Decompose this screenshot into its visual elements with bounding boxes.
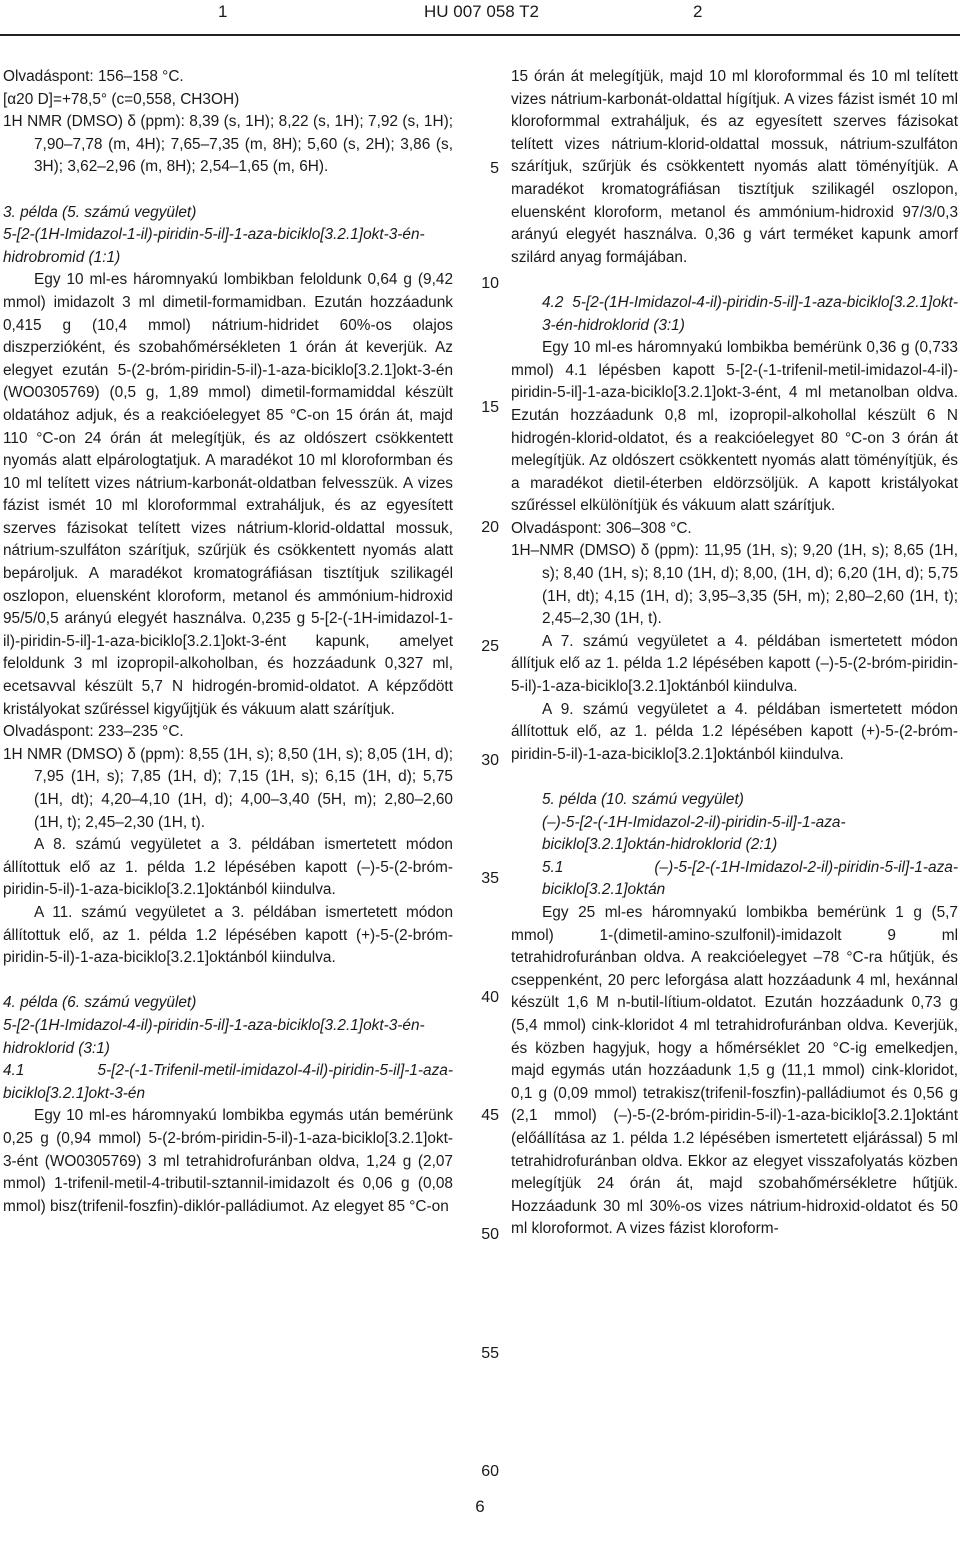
line-number: 10 (481, 275, 499, 292)
step-4-1-procedure: Egy 10 ml-es háromnyakú lombikba egymás után bemérünk 0,25 g (0,94 mmol) 5-(2-bróm-piridin-5-il)-1-aza-biciklo[3.2.1]okt-3-ént (WO0305769) 3 ml tetrahidrofuránban oldva, 1,24 g (2,07 mmol) 1-trifenil-metil-4-tributil-sztannil-imidazolt és 0,06 g (0,08 mmol) bisz(trifenil-foszfin)-diklór-palládiumot. Az elegyet 85 °C-on (3, 1107, 453, 1215)
step-5-1-heading: 5.1 (–)-5-[2-(-1H-Imidazol-2-il)-piridin-5-il]-1-aza-biciklo[3.2.1]oktán (542, 858, 958, 899)
line-number: 35 (481, 870, 499, 887)
step-4-2-procedure: Egy 10 ml-es háromnyakú lombikba bemérünk 0,36 g (0,733 mmol) 4.1 lépésben kapott 5-[2-(-1-trifenil-metil-imidazol-4-il)-piridin-5-il]-1-aza-biciklo[3.2.1]okt-3-ént, 4 ml metanolban oldva. Ezután hozzáadunk 0,8 ml, izopropil-alkohollal készült 6 N hidrogén-klorid-oldatot, és a reakcióelegyet 80 °C-on 3 órán át melegítjük. Az oldószert csökkentett nyomás alatt töményítjük, és a maradékot dietil-éterben eldörzsöljük. A kapott kristályokat szűréssel elkülönítjük és vákuum alatt szárítjuk. (511, 339, 958, 515)
line-number: 5 (490, 160, 499, 177)
line-number: 45 (481, 1107, 499, 1124)
header-patent-number: HU 007 058 T2 (424, 2, 539, 21)
compound-8-note: A 8. számú vegyületet a 3. példában ismertetett módon állítottuk elő az 1. példa 1.2 lépésében kapott (–)-5-(2-bróm-piridin-5-il)-1-aza-biciklo[3.2.1]oktánból kiindulva. (3, 836, 453, 899)
melting-point-3: Olvadáspont: 306–308 °C. (511, 519, 692, 537)
example-5-heading: 5. példa (10. számú vegyület) (542, 791, 744, 808)
nmr-data-2: 1H NMR (DMSO) δ (ppm): 8,55 (1H, s); 8,50 (1H, s); 8,05 (1H, d); 7,95 (1H, s); 7,85 (1H, d); 7,15 (1H, s); 6,15 (1H, d); 5,75 (1H, dt); 4,20–4,10 (1H, d); 4,00–3,40 (5H, m); 2,80–2,60 (1H, t); 2,45–2,30 (1H, t). (3, 745, 453, 831)
footer-page-number: 6 (475, 1497, 485, 1516)
example-4-compound-name: 5-[2-(1H-Imidazol-4-il)-piridin-5-il]-1-aza-biciklo[3.2.1]okt-3-én-hidroklorid (3:1) (3, 1016, 425, 1057)
left-column (3, 66, 453, 1218)
line-number: 30 (481, 752, 499, 769)
melting-point-2: Olvadáspont: 233–235 °C. (3, 723, 184, 741)
melting-point-1: Olvadáspont: 156–158 °C. (3, 68, 184, 85)
optical-rotation: [α20 D]=+78,5° (c=0,558, CH3OH) (3, 90, 240, 108)
page-footer (0, 1497, 960, 1517)
step-5-1-procedure: Egy 25 ml-es háromnyakú lombikba bemérünk 1 g (5,7 mmol) 1-(dimetil-amino-szulfonil)-imidazolt 9 ml tetrahidrofuránban oldva. A reakcióelegyet –78 °C-ra hűtjük, és cseppenként, 20 perc leforgása alatt hozzáadunk 4 ml, hexánnal készült 1,6 M n-butil-lítium-oldatot. Ezután hozzáadunk 0,73 g (5,4 mmol) cink-kloridot 4 ml tetrahidrofuránban oldva. Keverjük, és közben hagyjuk, hogy a hőmérséklet 20 °C-ig emelkedjen, majd egymás után hozzáadunk 1,5 g (11,1 mmol) cink-kloridot, 0,1 g (0,09 mmol) tetrakisz(trifenil-foszfin)-palládiumot és 0,56 g (2,1 mmol) (–)-5-(2-bróm-piridin-5-il)-1-aza-biciklo[3.2.1]oktánt (előállítása az 1. példa 1.2 lépésében ismertetett eljárással) 5 ml tetrahidrofuránban oldva. Ekkor az elegyet visszafolyatás közben melegítjük 24 órán át, majd szobahőmérsékletre hűtjük. Hozzáadunk 30 ml 30%-os vizes nátrium-hidroxid-oldatot és 50 ml kloroformot. A vizes fázist kloroform- (511, 903, 958, 1238)
step-4-1-heading: 4.1 5-[2-(-1-Trifenil-metil-imidazol-4-il)-piridin-5-il]-1-aza-biciklo[3.2.1]okt-3-én (3, 1062, 453, 1102)
spacer (3, 179, 453, 202)
step-4-1-continuation: 15 órán át melegítjük, majd 10 ml kloroformmal és 10 ml telített vizes nátrium-karbonát-oldattal hígítjuk. A vizes fázist ismét 10 ml kloroformmal extraháljuk, és az egyesített szerves fázisokat telített vizes nátrium-klorid-oldattal mossuk, nátrium-szulfáton szárítjuk, szűrjük és csökkentett nyomás alatt töményítjük. A maradékot kromatográfiásan tisztítjuk szilikagél oszlopon, eluensként kloroform, metanol és ammónium-hidroxid 97/3/0,3 arányú elegyét használva. 0,36 g várt terméket kapunk amorf szilárd anyag formájában. (511, 68, 958, 266)
example-3-heading: 3. példa (5. számú vegyület) (3, 203, 197, 221)
example-5-compound-name: (–)-5-[2-(-1H-Imidazol-2-il)-piridin-5-il]-1-aza-biciklo[3.2.1]oktán-hidroklorid (2:1) (542, 813, 846, 854)
spacer (511, 269, 958, 292)
compound-7-note: A 7. számú vegyületet a 4. példában ismertetett módon állítjuk elő az 1. példa 1.2 lépésében kapott (–)-5-(2-bróm-piridin-5-il)-1-aza-biciklo[3.2.1]oktánból kiindulva. (511, 632, 958, 696)
header-right-page-number: 2 (693, 2, 703, 21)
header-left-page-number: 1 (218, 2, 228, 21)
right-column (511, 66, 958, 1241)
line-number: 55 (481, 1345, 499, 1362)
line-number: 40 (481, 989, 499, 1006)
compound-11-note: A 11. számú vegyületet a 3. példában ismertetett módon állítottuk elő, az 1. példa 1.2 lépésében kapott (+)-5-(2-bróm-piridin-5-il)-1-aza-biciklo[3.2.1]oktánból kiindulva. (3, 903, 453, 967)
spacer (3, 970, 453, 993)
line-number: 60 (481, 1463, 499, 1480)
step-4-2-heading: 4.2 5-[2-(1H-Imidazol-4-il)-piridin-5-il]-1-aza-biciklo[3.2.1]okt-3-én-hidroklorid (3:1) (542, 293, 958, 334)
spacer (511, 766, 958, 789)
nmr-data-1: 1H NMR (DMSO) δ (ppm): 8,39 (s, 1H); 8,22 (s, 1H); 7,92 (s, 1H); 7,90–7,78 (m, 4H); 7,65–7,35 (m, 8H); 5,60 (s, 2H); 3,86 (s, 3H); 3,62–2,96 (m, 8H); 2,54–1,65 (m, 6H). (3, 113, 453, 176)
nmr-data-3: 1H–NMR (DMSO) δ (ppm): 11,95 (1H, s); 9,20 (1H, s); 8,65 (1H, s); 8,40 (1H, s); 8,10 (1H, d); 8,00, (1H, d); 6,20 (1H, d); 5,75 (1H, dt); 4,15 (1H, d); 3,95–3,35 (5H, m); 2,80–2,60 (1H, t); 2,45–2,30 (1H, t). (511, 542, 958, 628)
example-3-procedure: Egy 10 ml-es háromnyakú lombikban feloldunk 0,64 g (9,42 mmol) imidazolt 3 ml dimetil-formamidban. Ezután hozzáadunk 0,415 g (10,4 mmol) nátrium-hidridet 60%-os olajos diszperzióként, és szobahőmérsékleten 1 órán át keverjük. Az elegyet ezután 5-(2-bróm-piridin-5-il)-1-aza-biciklo[3.2.1]okt-3-én (WO0305769) (0,5 g, 1,89 mmol) dimetil-formamiddal készült oldatához adjuk, és a reakcióelegyet 85 °C-on 15 órán át, majd 110 °C-on 24 órán át melegítjük, és az oldószert csökkentett nyomás alatt elpárologtatjuk. A maradékot 10 ml kloroformban és 10 ml telített vizes nátrium-karbonát-oldatban felvesszük. A vizes fázist ismét 10 ml kloroformmal extraháljuk, és az egyesített szerves fázisokat telített vizes nátrium-klorid-oldattal mossuk, nátrium-szulfáton szárítjuk, szűrjük és csökkentett nyomás alatt bepároljuk. A maradékot kromatográfiásan tisztítjuk szilikagél oszlopon, eluensként kloroform, metanol és ammónium-hidroxid 95/5/0,5 arányú elegyét használva. 0,235 g 5-[2-(-1H-imidazol-1-il)-piridin-5-il]-1-aza-biciklo[3.2.1]okt-3-ént kapunk, amelyet feloldunk 3 ml izopropil-alkoholban, és hozzáadunk 0,327 ml, ecetsavval készült 5,7 N hidrogén-bromid-oldatot. A képződött kristályokat szűréssel kigyűjtjük és vákuum alatt szárítjuk. (3, 271, 453, 718)
line-number: 25 (481, 638, 499, 655)
line-number: 15 (481, 399, 499, 416)
example-4-heading: 4. példa (6. számú vegyület) (3, 994, 197, 1012)
compound-9-note: A 9. számú vegyületet a 4. példában ismertetett módon állítottuk elő, az 1. példa 1.2 lépésében kapott (+)-5-(2-bróm-piridin-5-il)-1-aza-biciklo[3.2.1]oktánból kiindulva. (511, 700, 958, 763)
example-3-compound-name: 5-[2-(1H-Imidazol-1-il)-piridin-5-il]-1-aza-biciklo[3.2.1]okt-3-én-hidrobromid (1:1) (3, 226, 425, 266)
header-rule (0, 34, 960, 36)
line-number: 20 (481, 519, 499, 536)
line-number: 50 (481, 1226, 499, 1243)
